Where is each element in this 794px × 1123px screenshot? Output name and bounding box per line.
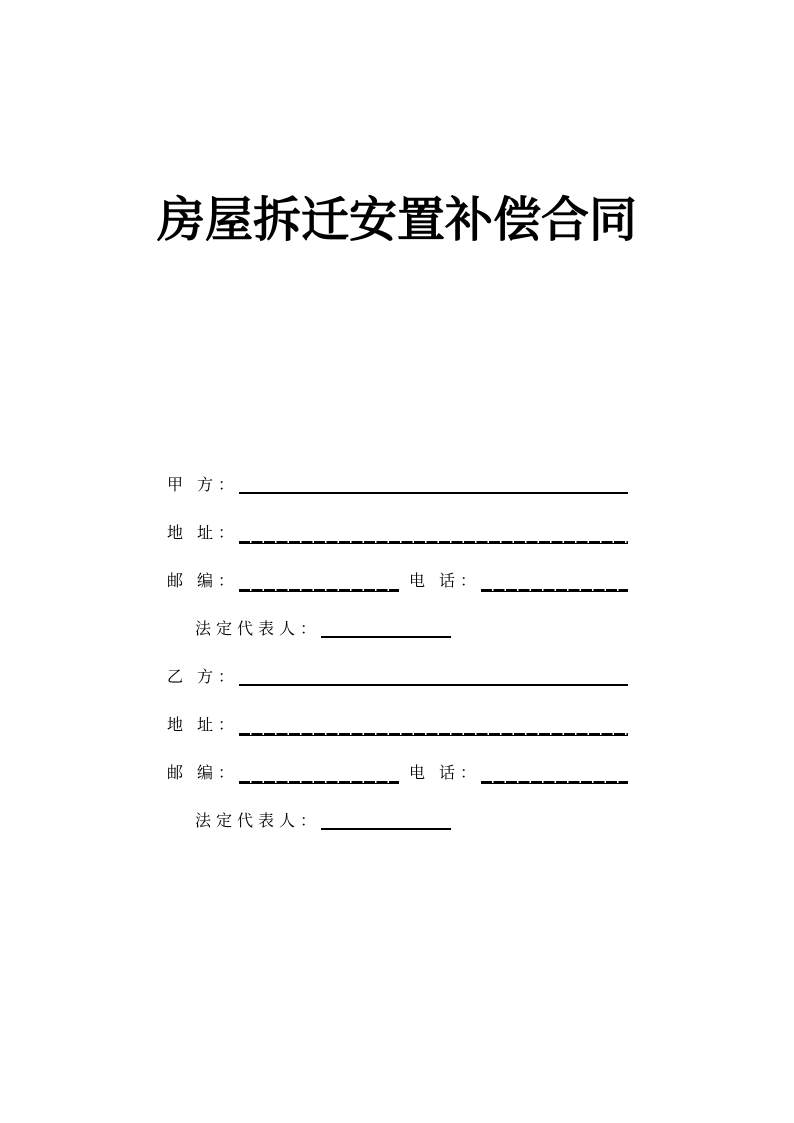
party-a-legal-rep-label: 法定代表人： xyxy=(195,621,322,638)
document-title: 房屋拆迁安置补偿合同 xyxy=(156,194,637,247)
party-a-address-blank-line[interactable] xyxy=(239,541,628,545)
party-a-address-row xyxy=(167,494,628,542)
party-b-name-row xyxy=(167,638,628,686)
party-a-postcode-phone-row xyxy=(167,542,628,590)
party-b-postcode-label: 邮 编： xyxy=(167,765,240,782)
party-b-name-label: 乙 方： xyxy=(167,669,240,686)
party-a-legal-rep-blank-line[interactable] xyxy=(321,636,451,638)
party-a-legal-rep-row xyxy=(167,590,628,638)
party-b-address-blank-line[interactable] xyxy=(239,733,628,737)
party-a-name-row xyxy=(167,446,628,494)
party-b-name-blank-line[interactable] xyxy=(239,684,628,686)
party-b-legal-rep-row xyxy=(167,782,628,830)
party-a-postcode-blank-line[interactable] xyxy=(239,589,399,593)
party-a-phone-label: 电 话： xyxy=(409,573,482,590)
party-a-address-label: 地 址： xyxy=(167,525,240,542)
party-b-legal-rep-blank-line[interactable] xyxy=(321,828,451,830)
party-b-phone-blank-line[interactable] xyxy=(481,781,628,785)
contract-parties-form xyxy=(167,446,628,830)
party-b-address-row xyxy=(167,686,628,734)
party-b-address-label: 地 址： xyxy=(167,717,240,734)
party-b-postcode-phone-row xyxy=(167,734,628,782)
party-b-legal-rep-label: 法定代表人： xyxy=(195,813,322,830)
party-b-postcode-blank-line[interactable] xyxy=(239,781,399,785)
party-b-phone-label: 电 话： xyxy=(409,765,482,782)
party-a-postcode-label: 邮 编： xyxy=(167,573,240,590)
party-a-phone-blank-line[interactable] xyxy=(481,589,628,593)
party-a-name-label: 甲 方： xyxy=(167,477,240,494)
party-a-name-blank-line[interactable] xyxy=(239,492,628,494)
